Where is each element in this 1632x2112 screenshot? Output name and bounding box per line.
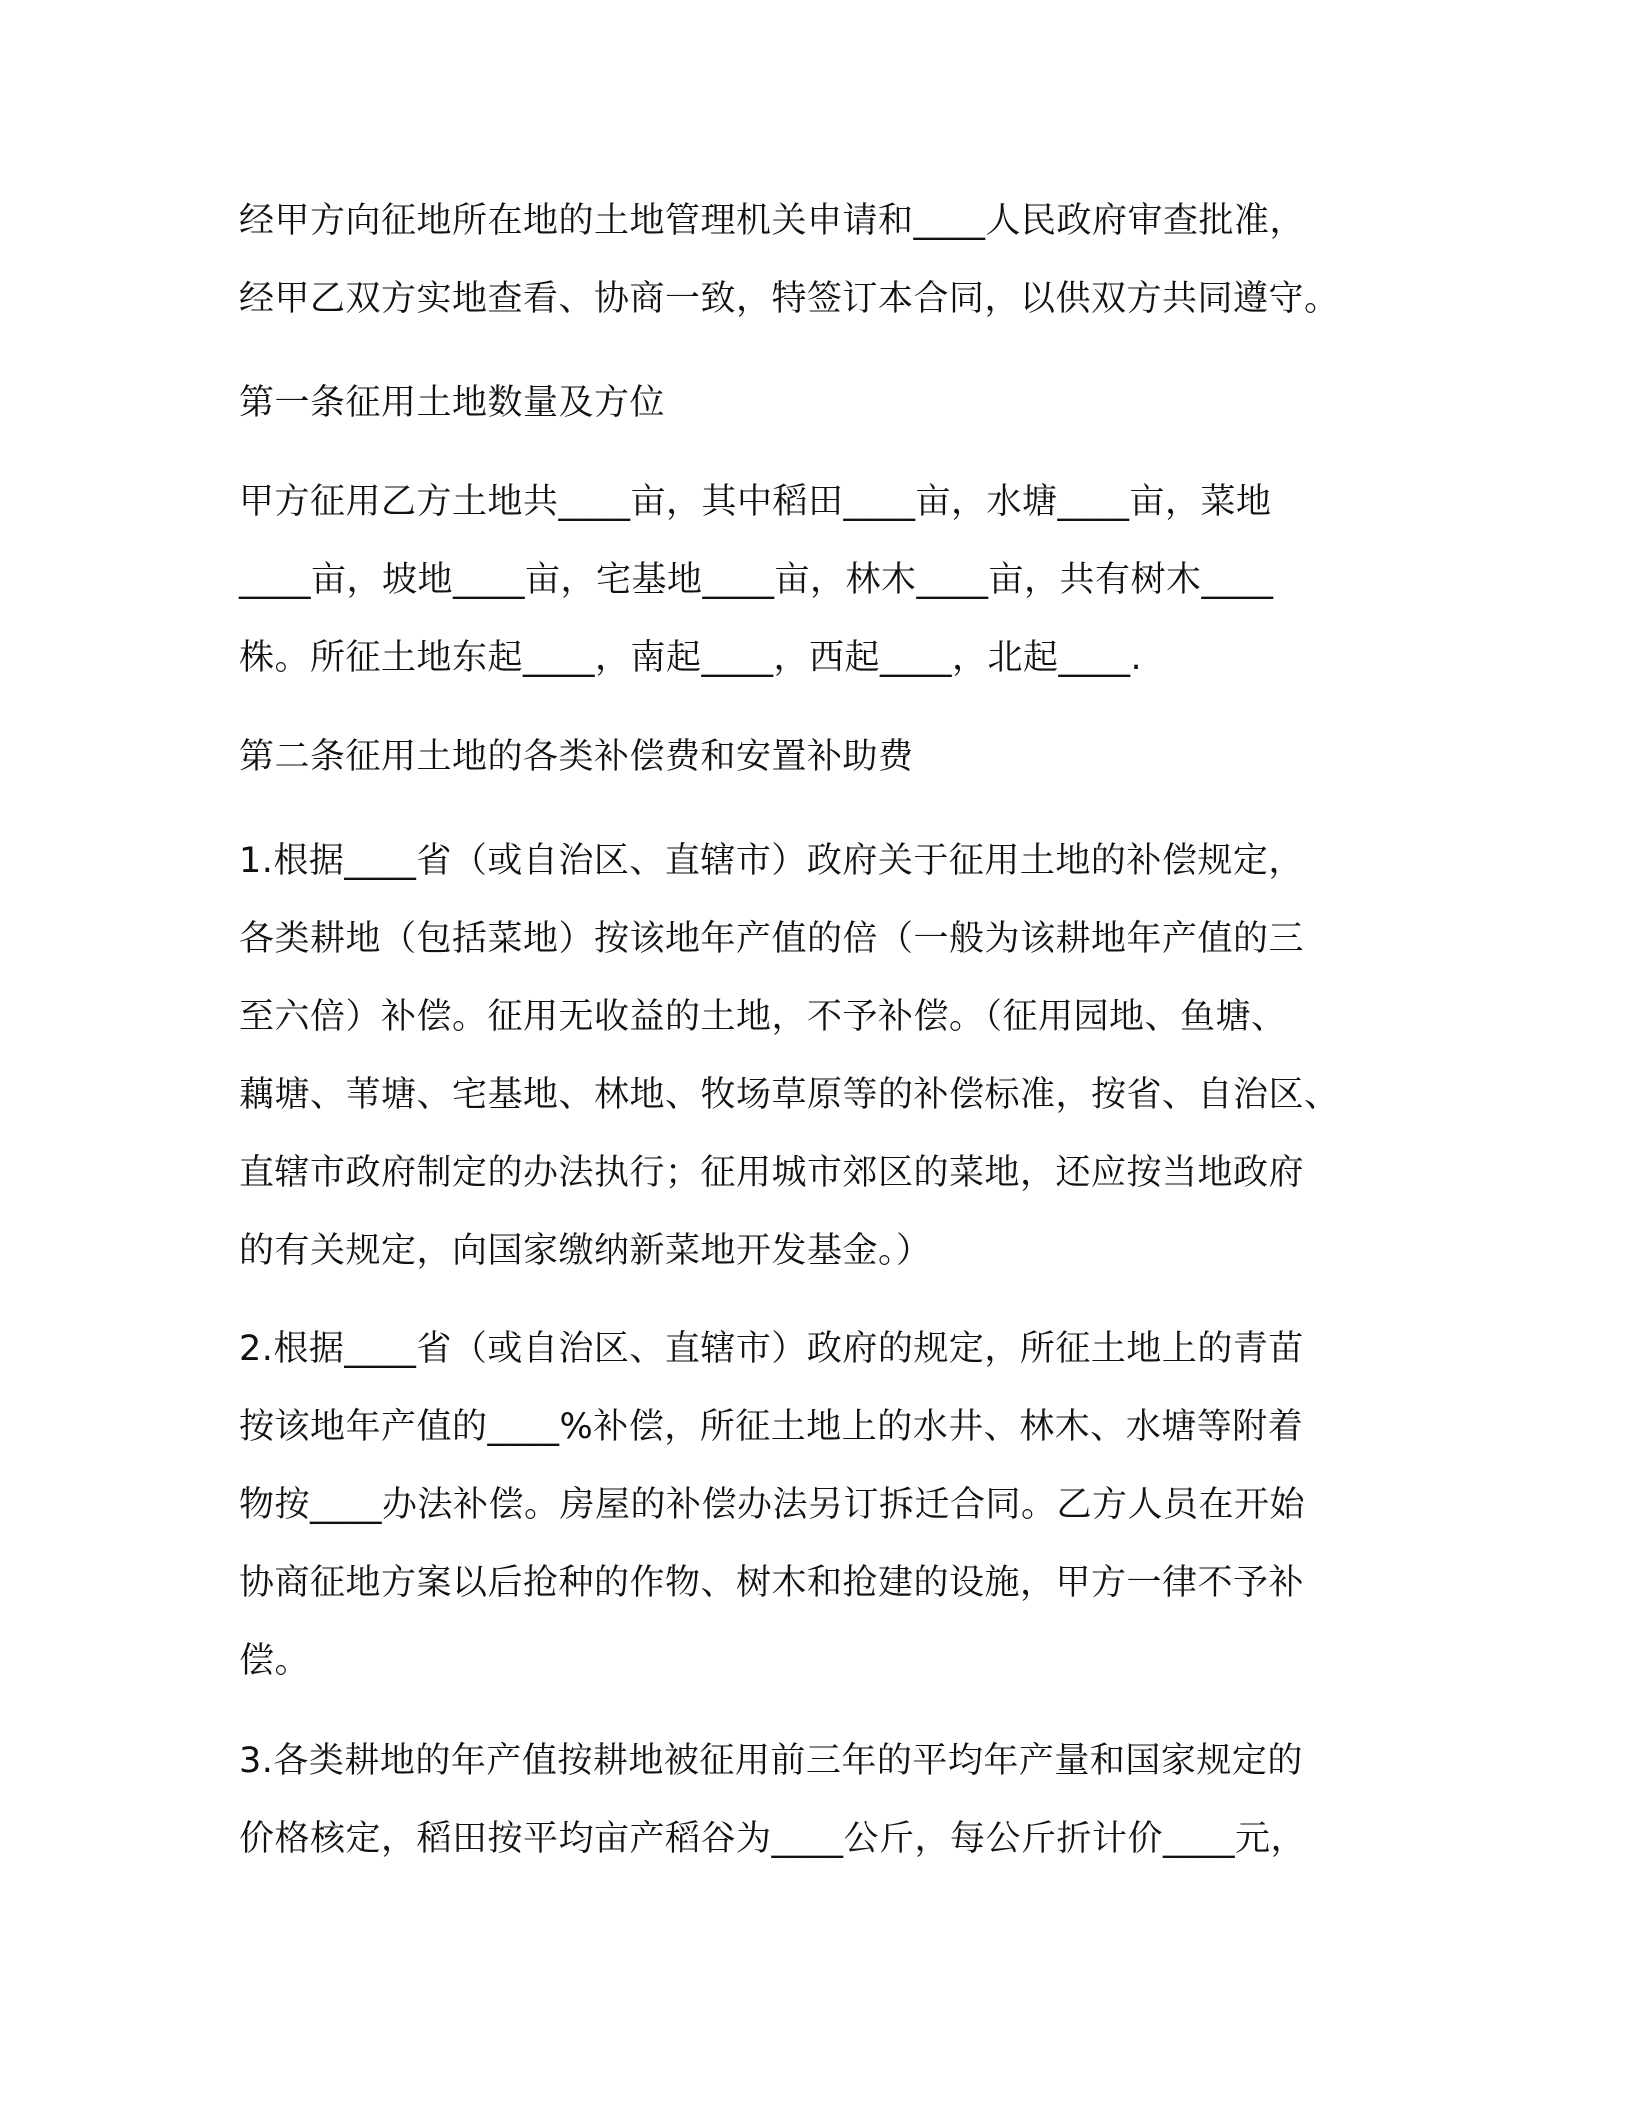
article-2-item-2 <box>239 1310 1419 1700</box>
text-line: 株。所征土地东起____，南起____，西起____，北起____. <box>239 638 1143 678</box>
article-1-heading: 第一条征用土地数量及方位 <box>239 383 666 423</box>
text-line: 至六倍）补偿。征用无收益的土地，不予补偿。（征用园地、鱼塘、 <box>239 997 1287 1037</box>
article-2-heading: 第二条征用土地的各类补偿费和安置补助费 <box>239 737 914 777</box>
text-line: 物按____办法补偿。房屋的补偿办法另订拆迁合同。乙方人员在开始 <box>239 1485 1306 1525</box>
text-line: 甲方征用乙方土地共____亩，其中稻田____亩，水塘____亩，菜地 <box>239 482 1272 522</box>
article-2-item-3 <box>239 1722 1419 1878</box>
text-line: 3.各类耕地的年产值按耕地被征用前三年的平均年产量和国家规定的 <box>239 1741 1303 1781</box>
article-2-item-1 <box>239 822 1419 1290</box>
intro-paragraph <box>239 182 1419 338</box>
text-line: 价格核定，稻田按平均亩产稻谷为____公斤，每公斤折计价____元， <box>239 1819 1307 1859</box>
text-line: 直辖市政府制定的办法执行；征用城市郊区的菜地，还应按当地政府 <box>239 1153 1305 1193</box>
text-line: 各类耕地（包括菜地）按该地年产值的倍（一般为该耕地年产值的三 <box>239 919 1305 959</box>
text-line: 藕塘、苇塘、宅基地、林地、牧场草原等的补偿标准，按省、自治区、 <box>239 1075 1340 1115</box>
text-line: 协商征地方案以后抢种的作物、树木和抢建的设施，甲方一律不予补 <box>239 1563 1305 1603</box>
text-line: 的有关规定，向国家缴纳新菜地开发基金。） <box>239 1231 932 1271</box>
article-1-paragraph <box>239 463 1419 697</box>
text-line: 经甲乙双方实地查看、协商一致，特签订本合同，以供双方共同遵守。 <box>239 279 1340 319</box>
text-line: 经甲方向征地所在地的土地管理机关申请和____人民政府审查批准， <box>239 201 1306 241</box>
text-line: 按该地年产值的____%补偿，所征土地上的水井、林木、水塘等附着 <box>239 1407 1304 1447</box>
text-line: 1.根据____省（或自治区、直辖市）政府关于征用土地的补偿规定， <box>239 841 1304 881</box>
text-line: 2.根据____省（或自治区、直辖市）政府的规定，所征土地上的青苗 <box>239 1329 1304 1369</box>
text-line: 偿。 <box>239 1641 311 1681</box>
text-line: ____亩，坡地____亩，宅基地____亩，林木____亩，共有树木____ <box>239 560 1274 600</box>
